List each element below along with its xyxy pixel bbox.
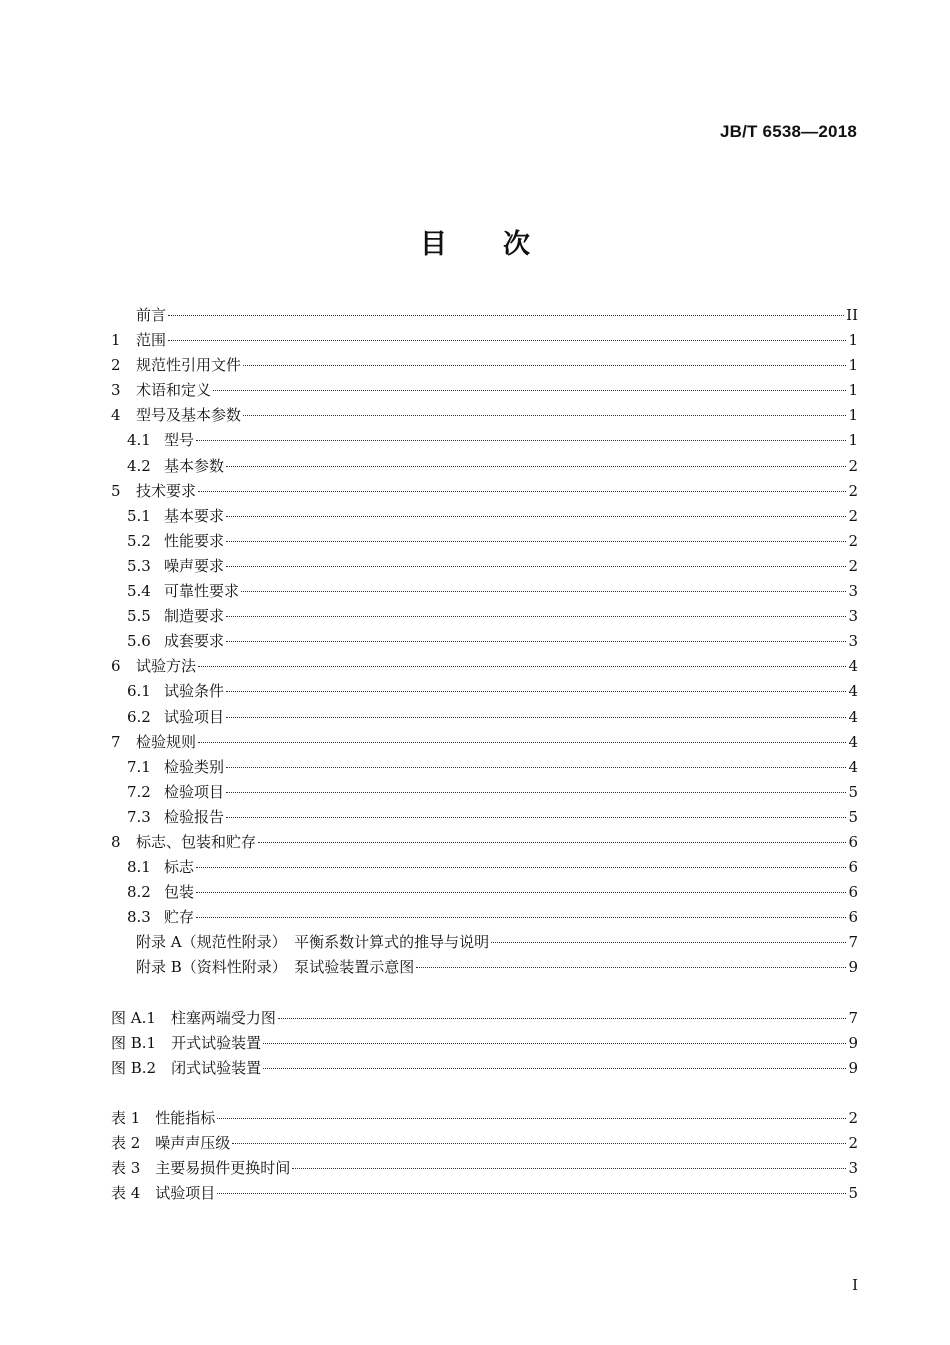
- toc-entry-number: 5.2: [127, 531, 151, 550]
- title-part1: 目: [420, 229, 447, 260]
- toc-entry-label: 前言: [136, 306, 167, 324]
- dot-leader: [226, 616, 846, 617]
- figure-list-entry[interactable]: [111, 1006, 858, 1031]
- toc-entry-page: 2: [848, 456, 858, 475]
- toc-entry-label: 表 2 噪声声压级: [111, 1133, 231, 1152]
- toc-entry-number: 6: [111, 657, 121, 676]
- toc-entry[interactable]: [111, 428, 858, 453]
- toc-entry-number: 8.2: [127, 883, 151, 902]
- title-part2: 次: [503, 229, 530, 260]
- toc-entry-label: 图 A.1 柱塞两端受力图: [111, 1008, 276, 1027]
- dot-leader: [292, 1168, 846, 1169]
- toc-section-tables: [111, 1106, 858, 1206]
- toc-entry[interactable]: [111, 705, 858, 730]
- toc-entry[interactable]: [111, 755, 858, 780]
- toc-entry-label: 噪声要求: [164, 556, 225, 575]
- figure-list-entry[interactable]: [111, 1031, 858, 1056]
- toc-entry[interactable]: [111, 378, 858, 403]
- dot-leader: [196, 892, 846, 893]
- toc-entry-page: 1: [848, 331, 858, 350]
- toc-entry-page: 6: [848, 832, 858, 851]
- toc-entry-page: 2: [848, 531, 858, 550]
- toc-entry-label: 检验报告: [164, 807, 225, 826]
- toc-entry[interactable]: [111, 504, 858, 529]
- toc-entry[interactable]: [111, 579, 858, 604]
- toc-entry[interactable]: [111, 629, 858, 654]
- toc-entry-label: 性能要求: [164, 531, 225, 550]
- dot-leader: [198, 742, 846, 743]
- toc-entry-number: 6.1: [127, 682, 151, 701]
- toc-entry-number: 5: [111, 481, 121, 500]
- dot-leader: [217, 1193, 846, 1194]
- toc-entry-page: 5: [848, 807, 858, 826]
- dot-leader: [243, 365, 846, 366]
- toc-entry-page: 6: [848, 908, 858, 927]
- toc-entry-label: 基本参数: [164, 456, 225, 475]
- toc-entry-label: 制造要求: [164, 607, 225, 626]
- toc-entry-label: 贮存: [164, 908, 195, 927]
- toc-entry-page: 7: [848, 933, 858, 952]
- toc-entry-label: 试验方法: [136, 657, 197, 676]
- toc-entry[interactable]: [111, 529, 858, 554]
- toc-entry-page: 6: [848, 883, 858, 902]
- toc-entry[interactable]: [111, 303, 858, 328]
- toc-entry-number: 4: [111, 406, 121, 425]
- toc-entry-page: 5: [848, 782, 858, 801]
- toc-entry-number: 5.6: [127, 632, 151, 651]
- dot-leader: [226, 541, 846, 542]
- toc-entry-number: 4.2: [127, 456, 151, 475]
- dot-leader: [258, 842, 846, 843]
- table-list-entry[interactable]: [111, 1181, 858, 1206]
- dot-leader: [168, 315, 844, 316]
- toc-entry-page: 9: [848, 958, 858, 977]
- toc-entry-page: 4: [848, 707, 858, 726]
- toc-entry-label: 图 B.1 开式试验装置: [111, 1033, 262, 1052]
- dot-leader: [226, 717, 846, 718]
- dot-leader: [213, 390, 846, 391]
- toc-entry-number: 8.3: [127, 908, 151, 927]
- toc-entry-number: 5.1: [127, 506, 151, 525]
- toc-entry-page: 3: [848, 1159, 858, 1177]
- toc-entry[interactable]: [111, 403, 858, 428]
- dot-leader: [198, 666, 846, 667]
- toc-entry[interactable]: [111, 454, 858, 479]
- toc-entry-label: 标志、包装和贮存: [136, 832, 257, 851]
- toc-entry[interactable]: [111, 328, 858, 353]
- toc-entry[interactable]: [111, 604, 858, 629]
- toc-entry-number: 2: [111, 356, 121, 375]
- toc-entry-page: 4: [848, 682, 858, 701]
- toc-entry-page: 4: [848, 657, 858, 676]
- toc-entry-label: 包装: [164, 883, 195, 902]
- toc-entry-label: 范围: [136, 331, 167, 350]
- toc-entry-label: 图 B.2 闭式试验装置: [111, 1058, 262, 1077]
- dot-leader: [168, 340, 846, 341]
- page-number: I: [852, 1276, 858, 1294]
- toc-entry-page: 3: [848, 607, 858, 626]
- toc-entry-page: 3: [848, 632, 858, 651]
- toc-entry-page: 7: [848, 1008, 858, 1027]
- toc-entry-page: 1: [848, 356, 858, 375]
- toc-entry[interactable]: [111, 955, 858, 980]
- toc-entry-page: 2: [848, 1133, 858, 1152]
- toc-entry[interactable]: [111, 479, 858, 504]
- toc-entry-label: 型号及基本参数: [136, 406, 242, 425]
- dot-leader: [196, 867, 846, 868]
- toc-entry-number: 8.1: [127, 858, 151, 877]
- toc-entry-page: 1: [848, 431, 858, 450]
- dot-leader: [226, 792, 846, 793]
- toc-entry-label: 附录 B（资料性附录） 泵试验装置示意图: [136, 958, 415, 977]
- dot-leader: [196, 917, 846, 918]
- figure-list-entry[interactable]: [111, 1056, 858, 1081]
- toc-entry-label: 规范性引用文件: [136, 356, 242, 375]
- toc-entry-page: 4: [848, 757, 858, 776]
- toc-entry-number: 5.4: [127, 582, 151, 601]
- dot-leader: [198, 491, 846, 492]
- toc-entry-page: 9: [848, 1058, 858, 1077]
- toc-entry-label: 标志: [164, 858, 195, 877]
- toc-entry-label: 表 1 性能指标: [111, 1108, 216, 1127]
- table-of-contents: [111, 303, 858, 1206]
- table-list-entry[interactable]: [111, 1106, 858, 1131]
- toc-entry-page: 9: [848, 1033, 858, 1052]
- dot-leader: [416, 967, 846, 968]
- table-list-entry[interactable]: [111, 1131, 858, 1156]
- toc-entry[interactable]: [111, 730, 858, 755]
- standard-code: JB/T 6538—2018: [720, 122, 857, 141]
- toc-entry-number: 6.2: [127, 707, 151, 726]
- dot-leader: [226, 817, 846, 818]
- dot-leader: [226, 767, 846, 768]
- toc-entry-page: 2: [848, 1108, 858, 1127]
- dot-leader: [196, 440, 846, 441]
- dot-leader: [226, 691, 846, 692]
- dot-leader: [226, 516, 846, 517]
- toc-entry-page: 3: [848, 582, 858, 601]
- toc-section-contents: [111, 303, 858, 981]
- toc-entry-number: 5.5: [127, 607, 151, 626]
- toc-entry-page: 6: [848, 858, 858, 877]
- dot-leader: [243, 415, 846, 416]
- toc-entry-label: 表 4 试验项目: [111, 1184, 216, 1203]
- toc-entry[interactable]: [111, 554, 858, 579]
- toc-entry-label: 术语和定义: [136, 381, 212, 400]
- toc-entry-label: 检验规则: [136, 732, 197, 751]
- toc-entry[interactable]: [111, 830, 858, 855]
- toc-entry-label: 附录 A（规范性附录） 平衡系数计算式的推导与说明: [136, 933, 490, 952]
- toc-entry-page: 1: [848, 381, 858, 400]
- toc-entry-page: 4: [848, 732, 858, 751]
- toc-entry-number: 5.3: [127, 556, 151, 575]
- dot-leader: [232, 1143, 846, 1144]
- toc-entry-page: 2: [848, 556, 858, 575]
- toc-entry[interactable]: [111, 855, 858, 880]
- toc-entry-number: 4.1: [127, 431, 151, 450]
- toc-entry-page: 1: [848, 406, 858, 425]
- dot-leader: [263, 1043, 846, 1044]
- toc-entry-number: 7: [111, 732, 121, 751]
- toc-entry[interactable]: [111, 353, 858, 378]
- dot-leader: [241, 591, 846, 592]
- toc-entry-label: 成套要求: [164, 632, 225, 651]
- toc-entry-label: 基本要求: [164, 506, 225, 525]
- toc-entry-number: 7.1: [127, 757, 151, 776]
- toc-entry[interactable]: [111, 780, 858, 805]
- page-title: [0, 222, 950, 261]
- toc-entry-label: 试验项目: [164, 707, 225, 726]
- toc-entry-page: 2: [848, 481, 858, 500]
- toc-entry[interactable]: [111, 930, 858, 955]
- toc-entry-label: 表 3 主要易损件更换时间: [111, 1159, 291, 1177]
- dot-leader: [278, 1018, 847, 1019]
- dot-leader: [217, 1118, 846, 1119]
- dot-leader: [263, 1068, 846, 1069]
- toc-entry-number: 7.3: [127, 807, 151, 826]
- toc-entry-label: 检验类别: [164, 757, 225, 776]
- toc-entry-number: 8: [111, 832, 121, 851]
- toc-entry[interactable]: [111, 654, 858, 679]
- toc-entry-page: II: [846, 306, 858, 324]
- dot-leader: [226, 466, 846, 467]
- toc-entry-label: 检验项目: [164, 782, 225, 801]
- toc-entry-page: 5: [848, 1184, 858, 1203]
- toc-entry-number: 3: [111, 381, 121, 400]
- dot-leader: [226, 566, 846, 567]
- toc-entry-number: 1: [111, 331, 121, 350]
- dot-leader: [491, 942, 846, 943]
- toc-entry-label: 型号: [164, 431, 195, 450]
- toc-entry[interactable]: [111, 880, 858, 905]
- dot-leader: [226, 641, 846, 642]
- toc-entry[interactable]: [111, 805, 858, 830]
- toc-entry-number: 7.2: [127, 782, 151, 801]
- toc-entry[interactable]: [111, 905, 858, 930]
- toc-entry-label: 可靠性要求: [164, 582, 240, 601]
- toc-entry-label: 技术要求: [136, 481, 197, 500]
- toc-entry[interactable]: [111, 679, 858, 704]
- toc-section-figures: [111, 1006, 858, 1081]
- table-list-entry[interactable]: [111, 1156, 858, 1181]
- toc-entry-label: 试验条件: [164, 682, 225, 701]
- toc-entry-page: 2: [848, 506, 858, 525]
